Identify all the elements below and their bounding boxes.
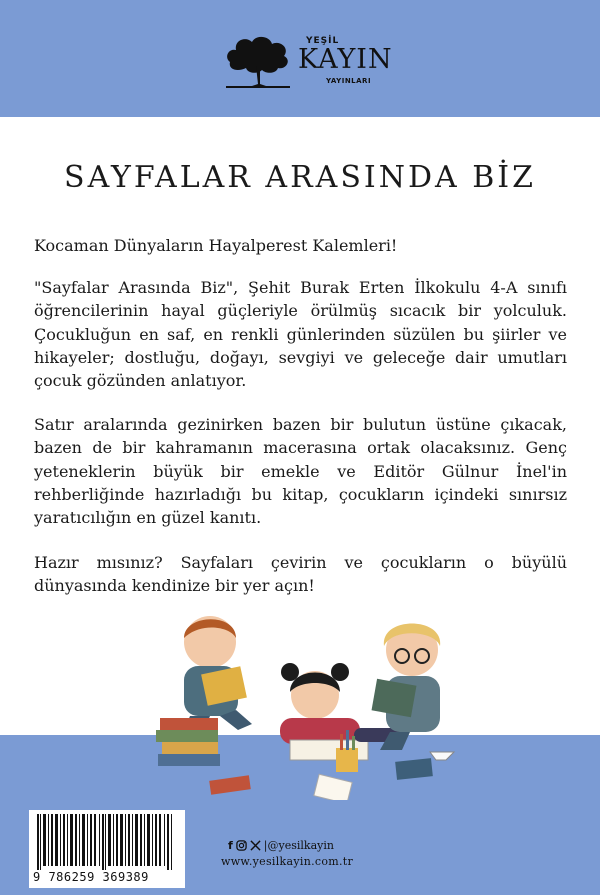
instagram-icon[interactable] (236, 840, 247, 851)
social-links (228, 839, 334, 852)
barcode-number: 9 786259 369389 (33, 870, 149, 884)
paragraph-4: Hazır mısınız? Sayfaları çevirin ve çocukların o büyülü dünyasında kendinize bir yer açın! (34, 553, 567, 596)
children-reading-illustration (140, 600, 460, 800)
isbn-barcode (29, 810, 185, 888)
publisher-line2: KAYIN (298, 44, 393, 75)
book-title: SAYFALAR ARASINDA BİZ (64, 160, 536, 195)
website-link[interactable]: www.yesilkayin.com.tr (221, 855, 354, 868)
tree-icon (222, 30, 294, 90)
publisher-logo (222, 30, 393, 96)
publisher-line1: YEŞİL (306, 36, 340, 46)
paragraph-2: "Sayfalar Arasında Biz", Şehit Burak Erten İlkokulu 4-A sınıfı öğrencilerinin hayal güçleriyle örülmüş sıcacık bir yolculuk. Çocukluğun en saf, en renkli günlerinden süzülen bu şiirler ve hikayeler; dostluğu, doğayı, sevgiyi ve geleceğe dair umutları çocuk gözünden anlatıyor. (34, 278, 567, 391)
publisher-line3: YAYINLARI (326, 77, 372, 85)
x-icon[interactable] (250, 840, 261, 851)
book-stack (156, 718, 251, 795)
social-handle[interactable]: |@yesilkayin (263, 839, 334, 852)
barcode-lines (35, 814, 179, 870)
paragraph-1: Kocaman Dünyaların Hayalperest Kalemleri! (34, 236, 398, 255)
paragraph-3: Satır aralarında gezinirken bazen bir bulutun üstüne çıkacak, bazen de bir kahramanın macerasına ortak olacaksınız. Genç yeteneklerin büyük bir emekle ve Editör Gülnur İnel'in rehberliğinde hazırladığı bu kitap, çocukların içindeki sınırsız yaratıcılığın en güzel kanıtı. (34, 415, 567, 528)
facebook-icon[interactable]: f (228, 839, 233, 852)
